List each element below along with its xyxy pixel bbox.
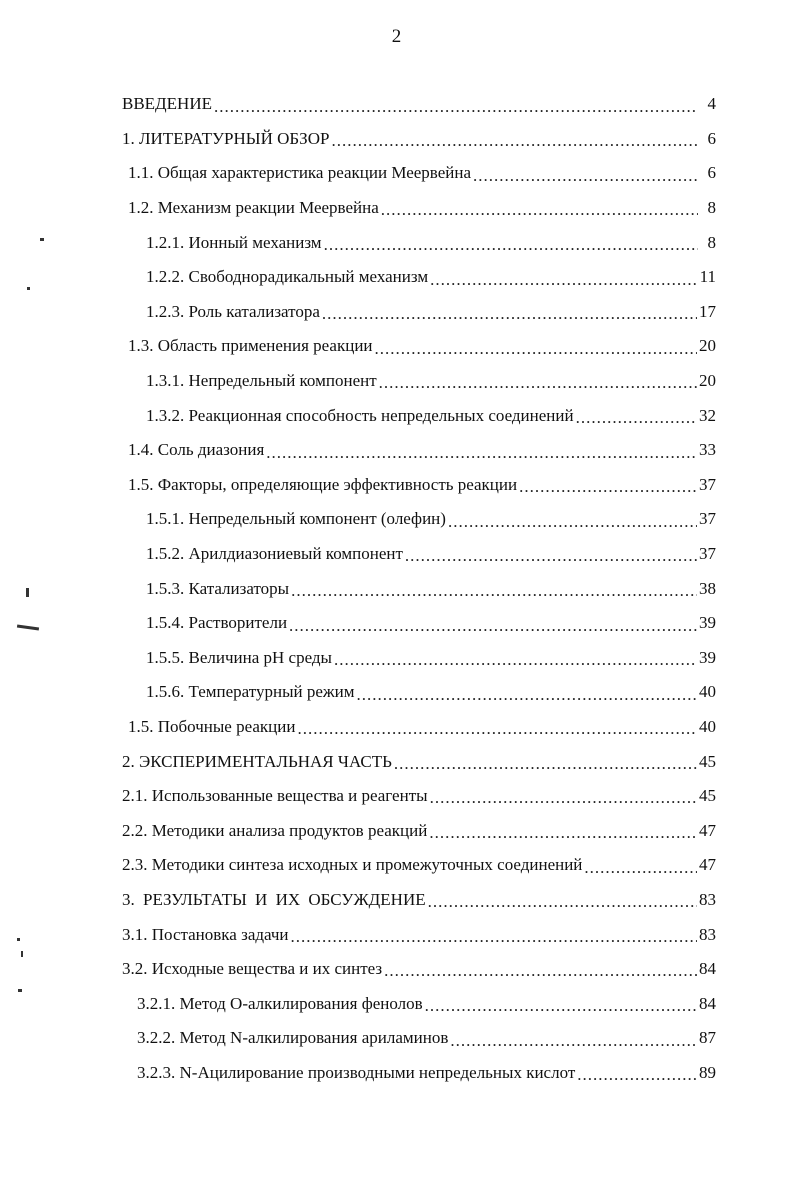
toc-title: 1.5.6. Температурный режим — [146, 682, 355, 702]
toc-page: 47 — [699, 855, 716, 875]
scan-speck — [27, 287, 30, 290]
toc-entry[interactable] — [122, 883, 716, 918]
toc-entry[interactable] — [146, 537, 716, 572]
dot-leader — [375, 340, 697, 364]
dot-leader — [381, 201, 698, 225]
toc-title: 3.1. Постановка задачи — [122, 924, 289, 944]
dot-leader — [519, 478, 697, 502]
toc-entry[interactable] — [146, 225, 716, 260]
toc-title: ВВЕДЕНИЕ — [122, 94, 212, 114]
toc-page: 20 — [699, 371, 716, 391]
dot-leader — [584, 859, 697, 883]
dot-leader — [450, 1032, 697, 1056]
toc-page: 83 — [699, 889, 716, 909]
toc-page: 37 — [699, 544, 716, 564]
toc-title: 1.3.2. Реакционная способность непредельных соединений — [146, 405, 574, 425]
toc-page: 39 — [699, 613, 716, 633]
toc-entry[interactable] — [128, 191, 716, 226]
toc-title: 1.3. Область применения реакции — [128, 336, 373, 356]
toc-page: 8 — [707, 232, 716, 252]
toc-title: 3. РЕЗУЛЬТАТЫ И ИХ ОБСУЖДЕНИЕ — [122, 889, 426, 909]
toc-title: 1.5.4. Растворители — [146, 613, 288, 633]
toc-page: 6 — [707, 163, 716, 183]
toc-title: 1.5.3. Катализаторы — [146, 578, 290, 598]
toc-title: 2.1. Использованные вещества и реагенты — [122, 786, 428, 806]
scan-speck — [26, 588, 29, 597]
toc-page: 37 — [699, 474, 716, 494]
scan-speck — [17, 938, 20, 941]
toc-title: 2. ЭКСПЕРИМЕНТАЛЬНАЯ ЧАСТЬ — [122, 751, 392, 771]
toc-entry[interactable] — [122, 813, 716, 848]
toc-entry[interactable] — [122, 122, 716, 157]
toc-entry[interactable] — [146, 675, 716, 710]
toc-entry[interactable] — [128, 156, 716, 191]
dot-leader — [331, 132, 698, 156]
dot-leader — [289, 617, 697, 641]
toc-title: 1.2.1. Ионный механизм — [146, 232, 322, 252]
toc-page: 6 — [707, 128, 716, 148]
toc-title: 1.2.3. Роль катализатора — [146, 301, 320, 321]
toc-page: 4 — [707, 94, 716, 114]
dot-leader — [334, 651, 697, 675]
toc-title: 2.2. Методики анализа продуктов реакций — [122, 820, 428, 840]
toc-title: 1.5.2. Арилдиазониевый компонент — [146, 544, 403, 564]
toc-page: 20 — [699, 336, 716, 356]
dot-leader — [357, 686, 697, 710]
dot-leader — [379, 374, 697, 398]
toc-entry[interactable] — [122, 87, 716, 122]
dot-leader — [430, 271, 698, 295]
toc-entry[interactable] — [128, 329, 716, 364]
dot-leader — [266, 444, 697, 468]
toc-entry[interactable] — [146, 571, 716, 606]
toc-entry[interactable] — [122, 917, 716, 952]
toc-entry[interactable] — [146, 398, 716, 433]
toc-entry[interactable] — [146, 641, 716, 676]
toc-title: 1.2. Механизм реакции Меервейна — [128, 198, 379, 218]
toc-entry[interactable] — [137, 1021, 716, 1056]
toc-entry[interactable] — [146, 295, 716, 330]
dot-leader — [324, 236, 698, 260]
toc-entry[interactable] — [146, 606, 716, 641]
toc-title: 1.5.5. Величина рН среды — [146, 647, 332, 667]
toc-entry[interactable] — [122, 744, 716, 779]
dot-leader — [291, 928, 697, 952]
dot-leader — [448, 513, 697, 537]
toc-page: 8 — [707, 198, 716, 218]
toc-entry[interactable] — [128, 433, 716, 468]
toc-title: 1.2.2. Свободнорадикальный механизм — [146, 267, 429, 287]
toc-page: 87 — [699, 1028, 716, 1048]
dot-leader — [429, 824, 697, 848]
dot-leader — [394, 755, 697, 779]
toc-entry[interactable] — [122, 779, 716, 814]
toc-page: 11 — [699, 267, 716, 287]
dot-leader — [425, 997, 697, 1021]
toc-page: 84 — [699, 959, 716, 979]
dot-leader — [384, 962, 697, 986]
dot-leader — [214, 98, 698, 122]
toc-page: 39 — [699, 647, 716, 667]
toc-title: 3.2.2. Метод N-алкилирования ариламинов — [137, 1028, 449, 1048]
toc-title: 3.2. Исходные вещества и их синтез — [122, 959, 383, 979]
scan-speck — [18, 989, 22, 992]
toc-page: 89 — [699, 1062, 716, 1082]
toc-page: 38 — [699, 578, 716, 598]
toc-title: 1.1. Общая характеристика реакции Меервейна — [128, 163, 472, 183]
toc-title: 1. ЛИТЕРАТУРНЫЙ ОБЗОР — [122, 128, 330, 148]
toc-entry[interactable] — [128, 710, 716, 745]
toc-page: 45 — [699, 751, 716, 771]
toc-title: 2.3. Методики синтеза исходных и промежуточных соединений — [122, 855, 583, 875]
toc-entry[interactable] — [146, 260, 716, 295]
dot-leader — [405, 547, 697, 571]
toc-page: 45 — [699, 786, 716, 806]
toc-page: 32 — [699, 405, 716, 425]
dot-leader — [291, 582, 697, 606]
toc-page: 84 — [699, 993, 716, 1013]
toc-page: 37 — [699, 509, 716, 529]
toc-page: 40 — [699, 716, 716, 736]
dot-leader — [576, 409, 697, 433]
toc-title: 1.4. Соль диазония — [128, 440, 265, 460]
toc-title: 1.5. Факторы, определяющие эффективность реакции — [128, 474, 518, 494]
toc-entry[interactable] — [146, 502, 716, 537]
toc-entry[interactable] — [122, 848, 716, 883]
dot-leader — [297, 720, 697, 744]
toc-page: 40 — [699, 682, 716, 702]
dot-leader — [473, 167, 698, 191]
toc-entry[interactable] — [146, 364, 716, 399]
toc-entry[interactable] — [137, 1056, 716, 1091]
toc-title: 1.3.1. Непредельный компонент — [146, 371, 377, 391]
page-number: 2 — [391, 26, 402, 47]
table-of-contents — [0, 87, 793, 1090]
scan-speck — [21, 951, 23, 957]
toc-page: 33 — [699, 440, 716, 460]
dot-leader — [322, 305, 697, 329]
toc-title: 3.2.3. N-Ацилирование производными непредельных кислот — [137, 1062, 576, 1082]
dot-leader — [430, 789, 697, 813]
toc-entry[interactable] — [137, 986, 716, 1021]
toc-title: 3.2.1. Метод О-алкилирования фенолов — [137, 993, 423, 1013]
toc-page: 83 — [699, 924, 716, 944]
toc-title: 1.5.1. Непредельный компонент (олефин) — [146, 509, 446, 529]
toc-page: 47 — [699, 820, 716, 840]
dot-leader — [577, 1066, 697, 1090]
scan-speck — [40, 238, 44, 241]
toc-page: 17 — [699, 301, 716, 321]
toc-entry[interactable] — [122, 952, 716, 987]
toc-title: 1.5. Побочные реакции — [128, 716, 296, 736]
dot-leader — [428, 893, 697, 917]
toc-entry[interactable] — [128, 468, 716, 503]
